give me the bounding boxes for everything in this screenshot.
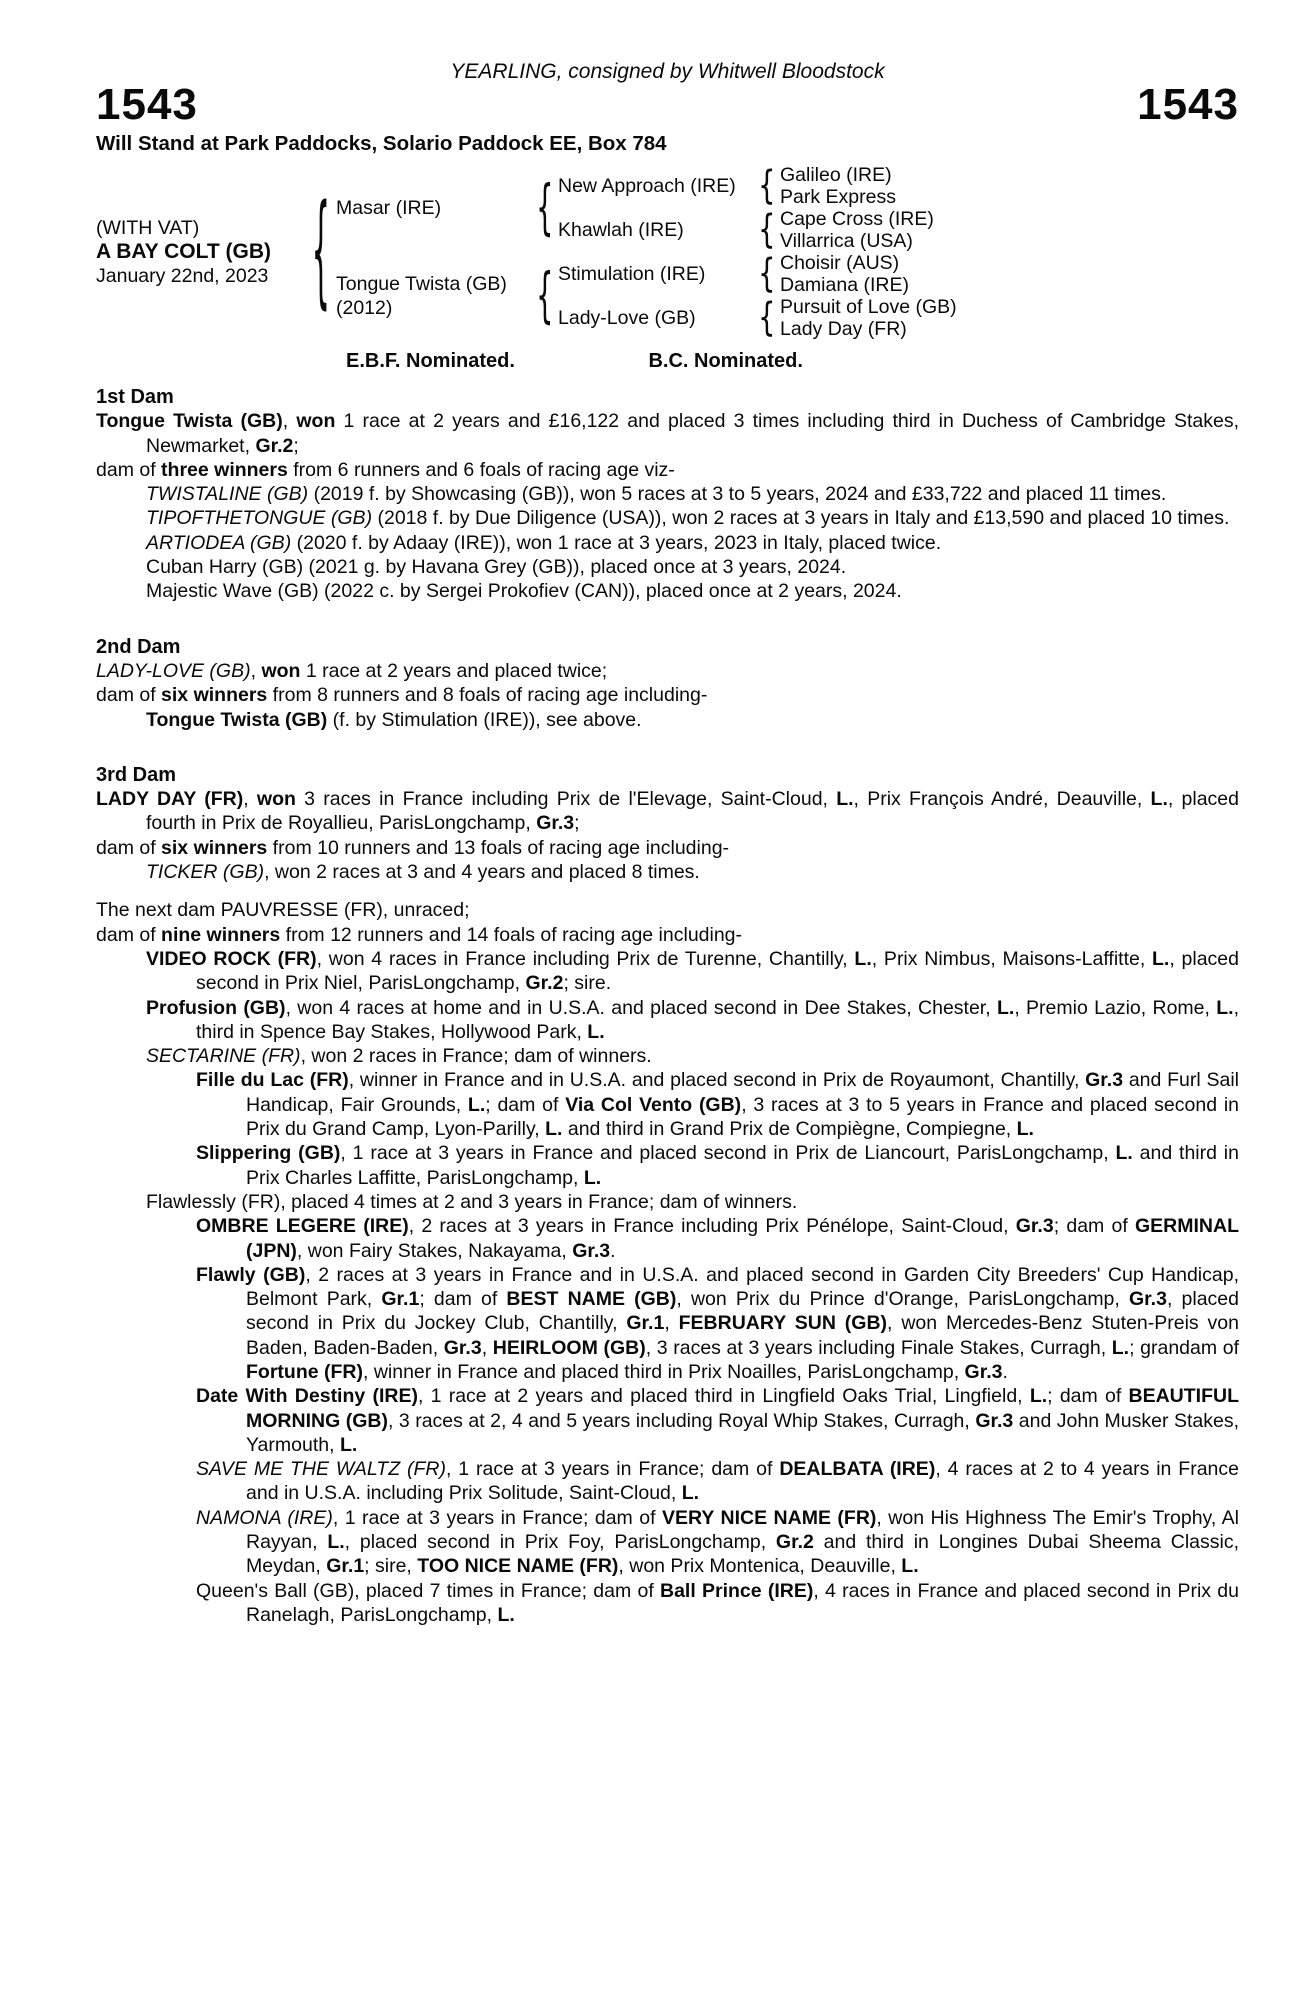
- pedigree-text-paragraph: Queen's Ball (GB), placed 7 times in France; dam of Ball Prince (IRE), 4 races in France and placed second in Prix du Ranelagh, ParisLongchamp, L.: [196, 1579, 1239, 1626]
- pedigree-gen2-sire-dam: Khawlah (IRE): [558, 218, 684, 241]
- pedigree-text-paragraph: ARTIODEA (GB) (2020 f. by Adaay (IRE)), won 1 race at 3 years, 2023 in Italy, placed twice.: [146, 531, 942, 554]
- pedigree-gen3-ancestor: Damiana (IRE): [780, 273, 909, 296]
- pedigree-text-paragraph: OMBRE LEGERE (IRE), 2 races at 3 years in France including Prix Pénélope, Saint-Cloud, Gr.3; dam of GERMINAL (JPN), won Fairy Stakes, Nakayama, Gr.3.: [196, 1215, 1239, 1262]
- pedigree-text-paragraph: Majestic Wave (GB) (2022 c. by Sergei Prokofiev (CAN)), placed once at 2 years, 2024.: [146, 580, 902, 603]
- lot-number-right: 1543: [1137, 80, 1239, 129]
- brace-medium-icon: {: [536, 261, 554, 331]
- nominations-line: [96, 349, 1239, 373]
- brace-small-icon: {: [758, 251, 776, 297]
- pedigree-text-paragraph: TICKER (GB), won 2 races at 3 and 4 years and placed 8 times.: [146, 861, 700, 884]
- dam-section: [96, 763, 1239, 884]
- foal-date: January 22nd, 2023: [96, 265, 269, 287]
- section-heading: 2nd Dam: [96, 635, 181, 658]
- pedigree-text-paragraph: Profusion (GB), won 4 races at home and in U.S.A. and placed second in Dee Stakes, Chester, L., Premio Lazio, Rome, L., third in Spence Bay Stakes, Hollywood Park, L.: [146, 996, 1240, 1043]
- section-heading: 1st Dam: [96, 386, 174, 408]
- pedigree-text-paragraph: TIPOFTHETONGUE (GB) (2018 f. by Due Diligence (USA)), won 2 races at 3 years in Italy and £13,590 and placed 10 times.: [146, 507, 1230, 530]
- dam-year: (2012): [336, 297, 393, 319]
- pedigree-gen3-ancestor: Pursuit of Love (GB): [780, 295, 957, 318]
- dam-name: Tongue Twista (GB): [336, 273, 507, 295]
- pedigree-gen2-sire-sire: New Approach (IRE): [558, 174, 736, 197]
- pedigree-gen3-ancestor: Lady Day (FR): [780, 317, 907, 340]
- pedigree-text-paragraph: dam of nine winners from 12 runners and 14 foals of racing age including-: [96, 923, 743, 946]
- pedigree-gen3-ancestor: Choisir (AUS): [780, 251, 900, 274]
- pedigree-text-paragraph: Fille du Lac (FR), winner in France and in U.S.A. and placed second in Prix de Royaumont, Chantilly, Gr.3 and Furl Sail Handicap, Fair Grounds, L.; dam of Via Col Vento (GB), 3 races at 3 to 5 years in France and placed second in Prix du Grand Camp, Lyon-Parilly, L. and third in Grand Prix de Compiègne, Compiegne, L.: [196, 1069, 1239, 1141]
- vat-note: (WITH VAT): [96, 217, 200, 239]
- pedigree-text-paragraph: Cuban Harry (GB) (2021 g. by Havana Grey (GB)), placed once at 3 years, 2024.: [146, 556, 847, 579]
- pedigree-text-paragraph: LADY DAY (FR), won 3 races in France including Prix de l'Elevage, Saint-Cloud, L., Prix François André, Deauville, L., placed fourth in Prix de Royallieu, ParisLongchamp, Gr.3;: [96, 788, 1239, 835]
- pedigree-gen2-dam-dam: Lady-Love (GB): [558, 306, 696, 329]
- pedigree-subject: [96, 164, 306, 340]
- brace-small-icon: {: [758, 207, 776, 253]
- brace-medium-icon: {: [536, 173, 554, 243]
- pedigree-text-paragraph: Flawly (GB), 2 races at 3 years in France and in U.S.A. and placed second in Garden City Breeders' Cup Handicap, Belmont Park, Gr.1; dam of BEST NAME (GB), won Prix du Prince d'Orange, ParisLongchamp, Gr.3, placed second in Prix du Jockey Club, Chantilly, Gr.1, FEBRUARY SUN (GB), won Mercedes-Benz Stuten-Preis von Baden, Baden-Baden, Gr.3, HEIRLOOM (GB), 3 races at 3 years including Finale Stakes, Curragh, L.; grandam of Fortune (FR), winner in France and placed third in Prix Noailles, ParisLongchamp, Gr.3.: [196, 1263, 1239, 1383]
- brace-small-icon: {: [758, 295, 776, 341]
- lot-number-left: 1543: [96, 80, 198, 129]
- lot-number-row: [96, 80, 1239, 129]
- pedigree-table: [96, 164, 1239, 340]
- section-heading: 3rd Dam: [96, 763, 177, 786]
- pedigree-text-paragraph: LADY-LOVE (GB), won 1 race at 2 years and placed twice;: [96, 659, 608, 682]
- dam-section: [96, 635, 1239, 732]
- pedigree-gen3-ancestor: Galileo (IRE): [780, 163, 892, 186]
- ebf-nomination: E.B.F. Nominated.: [346, 350, 515, 372]
- pedigree-text-paragraph: NAMONA (IRE), 1 race at 3 years in France; dam of VERY NICE NAME (FR), won His Highness The Emir's Trophy, Al Rayyan, L., placed second in Prix Foy, ParisLongchamp, Gr.2 and third in Longines Dubai Sheema Classic, Meydan, Gr.1; sire, TOO NICE NAME (FR), won Prix Montenica, Deauville, L.: [196, 1506, 1240, 1578]
- pedigree-text-paragraph: dam of six winners from 8 runners and 8 foals of racing age including-: [96, 684, 708, 707]
- dam-section: [96, 385, 1239, 604]
- consignment-line: YEARLING, consigned by Whitwell Bloodstock: [450, 60, 885, 83]
- pedigree-text-paragraph: VIDEO ROCK (FR), won 4 races in France including Prix de Turenne, Chantilly, L., Prix Nimbus, Maisons-Laffitte, L., placed second in Prix Niel, ParisLongchamp, Gr.2; sire.: [146, 947, 1239, 995]
- pedigree-gen2-dam-sire: Stimulation (IRE): [558, 262, 706, 285]
- brace-large-icon: {: [311, 180, 331, 324]
- pedigree-sections: [96, 385, 1239, 1627]
- pedigree-text-paragraph: Tongue Twista (GB), won 1 race at 2 years and £16,122 and placed 3 times including third in Duchess of Cambridge Stakes, Newmarket, Gr.2;: [96, 410, 1239, 457]
- pedigree-gen3-ancestor: Park Express: [780, 185, 896, 208]
- pedigree-text-paragraph: dam of three winners from 6 runners and 6 foals of racing age viz-: [96, 458, 675, 481]
- pedigree-text-paragraph: dam of six winners from 10 runners and 13 foals of racing age including-: [96, 836, 730, 859]
- brace-small-icon: {: [758, 163, 776, 209]
- pedigree-text-paragraph: Date With Destiny (IRE), 1 race at 2 years and placed third in Lingfield Oaks Trial, Lingfield, L.; dam of BEAUTIFUL MORNING (GB), 3 races at 2, 4 and 5 years including Royal Whip Stakes, Curragh, Gr.3 and John Musker Stakes, Yarmouth, L.: [196, 1385, 1239, 1456]
- pedigree-text-paragraph: Flawlessly (FR), placed 4 times at 2 and 3 years in France; dam of winners.: [146, 1190, 798, 1213]
- pedigree-text-paragraph: SECTARINE (FR), won 2 races in France; dam of winners.: [146, 1045, 652, 1068]
- pedigree-text-paragraph: TWISTALINE (GB) (2019 f. by Showcasing (GB)), won 5 races at 3 to 5 years, 2024 and £33,722 and placed 11 times.: [146, 483, 1167, 506]
- dam-section: [96, 898, 1239, 1627]
- pedigree-dam: [336, 252, 532, 340]
- pedigree-gen3-ancestor: Cape Cross (IRE): [780, 207, 934, 230]
- pedigree-gen3-ancestor: Villarrica (USA): [780, 229, 913, 252]
- bc-nomination: B.C. Nominated.: [648, 350, 803, 372]
- pedigree-text-paragraph: Slippering (GB), 1 race at 3 years in France and placed second in Prix de Liancourt, ParisLongchamp, L. and third in Prix Charles Laffitte, ParisLongchamp, L.: [196, 1142, 1239, 1189]
- pedigree-text-paragraph: Tongue Twista (GB) (f. by Stimulation (IRE)), see above.: [146, 708, 642, 731]
- stand-location-line: Will Stand at Park Paddocks, Solario Paddock EE, Box 784: [96, 132, 667, 155]
- pedigree-text-paragraph: The next dam PAUVRESSE (FR), unraced;: [96, 899, 470, 922]
- subject-name: A BAY COLT (GB): [96, 240, 272, 263]
- pedigree-sire: Masar (IRE): [336, 196, 442, 219]
- pedigree-text-paragraph: SAVE ME THE WALTZ (FR), 1 race at 3 years in France; dam of DEALBATA (IRE), 4 races at 2 to 4 years in France and in U.S.A. including Prix Solitude, Saint-Cloud, L.: [196, 1458, 1239, 1505]
